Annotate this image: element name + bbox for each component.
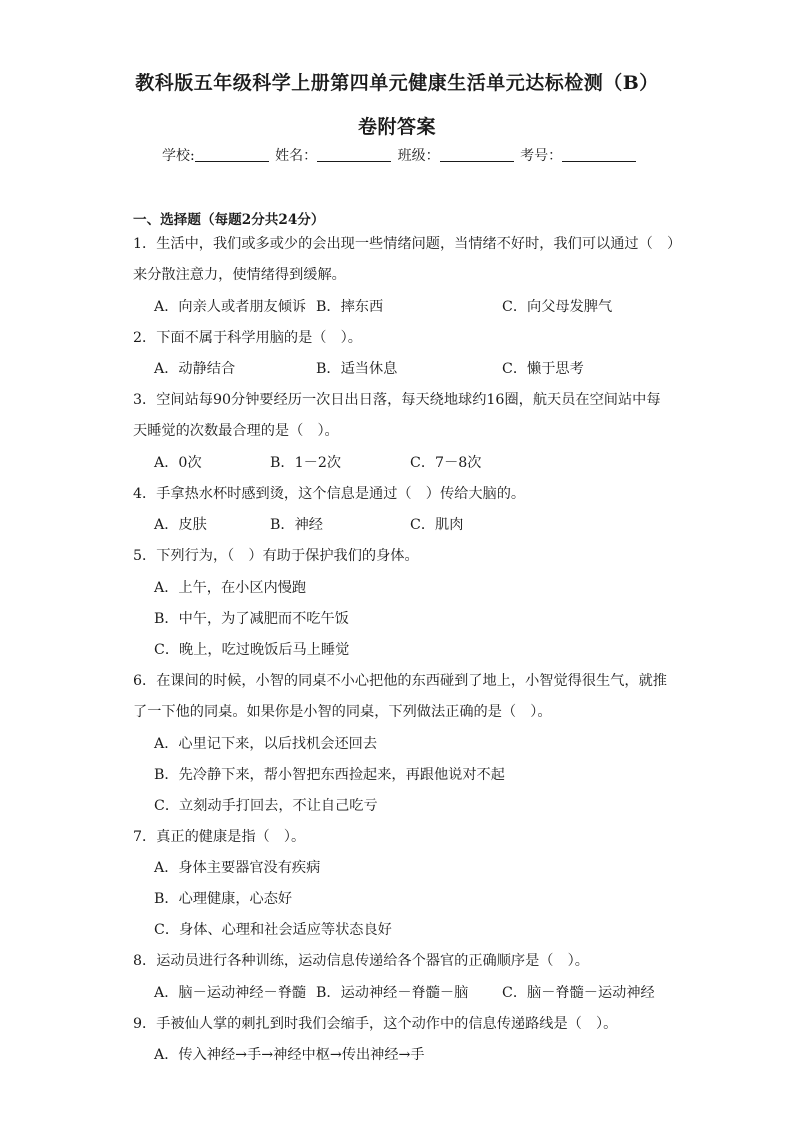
question-7-option-b: B．心理健康，心态好 bbox=[154, 891, 293, 907]
question-5-option-a: A．上午，在小区内慢跑 bbox=[154, 580, 307, 596]
question-6-line-2: 了一下他的同桌。如果你是小智的同桌，下列做法正确的是（ ）。 bbox=[133, 704, 552, 720]
question-6-option-a: A．心里记下来，以后找机会还回去 bbox=[154, 736, 378, 752]
option-c: C．脑－脊髓－运动神经 bbox=[502, 985, 655, 1001]
exam-title-line1: 教科版五年级科学上册第四单元健康生活单元达标检测（B） bbox=[135, 72, 659, 94]
option-b: B．摔东西 bbox=[316, 299, 384, 315]
question-5-line-1: 5．下列行为，（ ）有助于保护我们的身体。 bbox=[133, 548, 419, 564]
question-8-options bbox=[154, 982, 694, 1002]
exam-no-label: 考号： bbox=[520, 148, 563, 164]
question-5-option-c: C．晚上，吃过晚饭后马上睡觉 bbox=[154, 642, 350, 658]
question-7-option-a: A．身体主要器官没有疾病 bbox=[154, 860, 321, 876]
question-3-line-2: 天睡觉的次数最合理的是（ ）。 bbox=[133, 423, 339, 439]
question-4-options bbox=[154, 514, 694, 534]
option-c: C．懒于思考 bbox=[502, 361, 584, 377]
question-2-line-1: 2．下面不属于科学用脑的是（ ）。 bbox=[133, 330, 362, 346]
question-7-option-c: C．身体、心理和社会适应等状态良好 bbox=[154, 922, 392, 938]
class-label: 班级： bbox=[397, 148, 440, 164]
option-b: B．神经 bbox=[270, 517, 323, 533]
question-6-option-b: B．先冷静下来，帮小智把东西捡起来，再跟他说对不起 bbox=[154, 767, 505, 783]
option-b: B．1－2次 bbox=[270, 455, 342, 471]
name-label: 姓名： bbox=[275, 148, 318, 164]
option-a: A．向亲人或者朋友倾诉 bbox=[154, 299, 307, 315]
option-a: A．皮肤 bbox=[154, 517, 207, 533]
school-label: 学校: bbox=[162, 148, 195, 164]
option-b: B．适当休息 bbox=[316, 361, 398, 377]
class-blank[interactable] bbox=[440, 147, 514, 162]
question-8-line-1: 8．运动员进行各种训练，运动信息传递给各个器官的正确顺序是（ ）。 bbox=[133, 953, 589, 969]
option-c: C．向父母发脾气 bbox=[502, 299, 613, 315]
question-6-line-1: 6．在课间的时候，小智的同桌不小心把他的东西碰到了地上，小智觉得很生气，就推 bbox=[133, 673, 667, 689]
option-a: A．0次 bbox=[154, 455, 202, 471]
option-a: A．动静结合 bbox=[154, 361, 236, 377]
school-blank[interactable] bbox=[195, 147, 269, 162]
option-c: C．7－8次 bbox=[410, 455, 482, 471]
question-1-line-1: 1．生活中，我们或多或少的会出现一些情绪问题，当情绪不好时，我们可以通过（ ） bbox=[133, 236, 682, 252]
option-a: A．脑－运动神经－脊髓 bbox=[154, 985, 307, 1001]
option-c: C．肌肉 bbox=[410, 517, 464, 533]
question-6-option-c: C．立刻动手打回去，不让自己吃亏 bbox=[154, 798, 378, 814]
question-3-line-1: 3．空间站每90分钟要经历一次日出日落，每天绕地球约16圈，航天员在空间站中每 bbox=[133, 392, 661, 408]
exam-title-line2: 卷附答案 bbox=[357, 116, 436, 138]
exam-no-blank[interactable] bbox=[562, 147, 636, 162]
option-b: B．运动神经－脊髓－脑 bbox=[316, 985, 469, 1001]
question-1-line-2: 来分散注意力，使情绪得到缓解。 bbox=[133, 267, 346, 283]
question-9-line-1: 9．手被仙人掌的刺扎到时我们会缩手，这个动作中的信息传递路线是（ ）。 bbox=[133, 1016, 618, 1032]
question-7-line-1: 7．真正的健康是指（ ）。 bbox=[133, 829, 306, 845]
question-1-options bbox=[154, 296, 694, 316]
question-5-option-b: B．中午，为了减肥而不吃午饭 bbox=[154, 611, 349, 627]
question-2-options bbox=[154, 358, 694, 378]
question-4-line-1: 4．手拿热水杯时感到烫，这个信息是通过（ ）传给大脑的。 bbox=[133, 486, 526, 502]
name-blank[interactable] bbox=[317, 147, 391, 162]
question-9-option-a: A．传入神经→手→神经中枢→传出神经→手 bbox=[154, 1047, 425, 1063]
question-3-options bbox=[154, 452, 694, 472]
section-heading: 一、选择题（每题2分共24分） bbox=[133, 212, 325, 228]
student-info-row bbox=[162, 145, 638, 165]
